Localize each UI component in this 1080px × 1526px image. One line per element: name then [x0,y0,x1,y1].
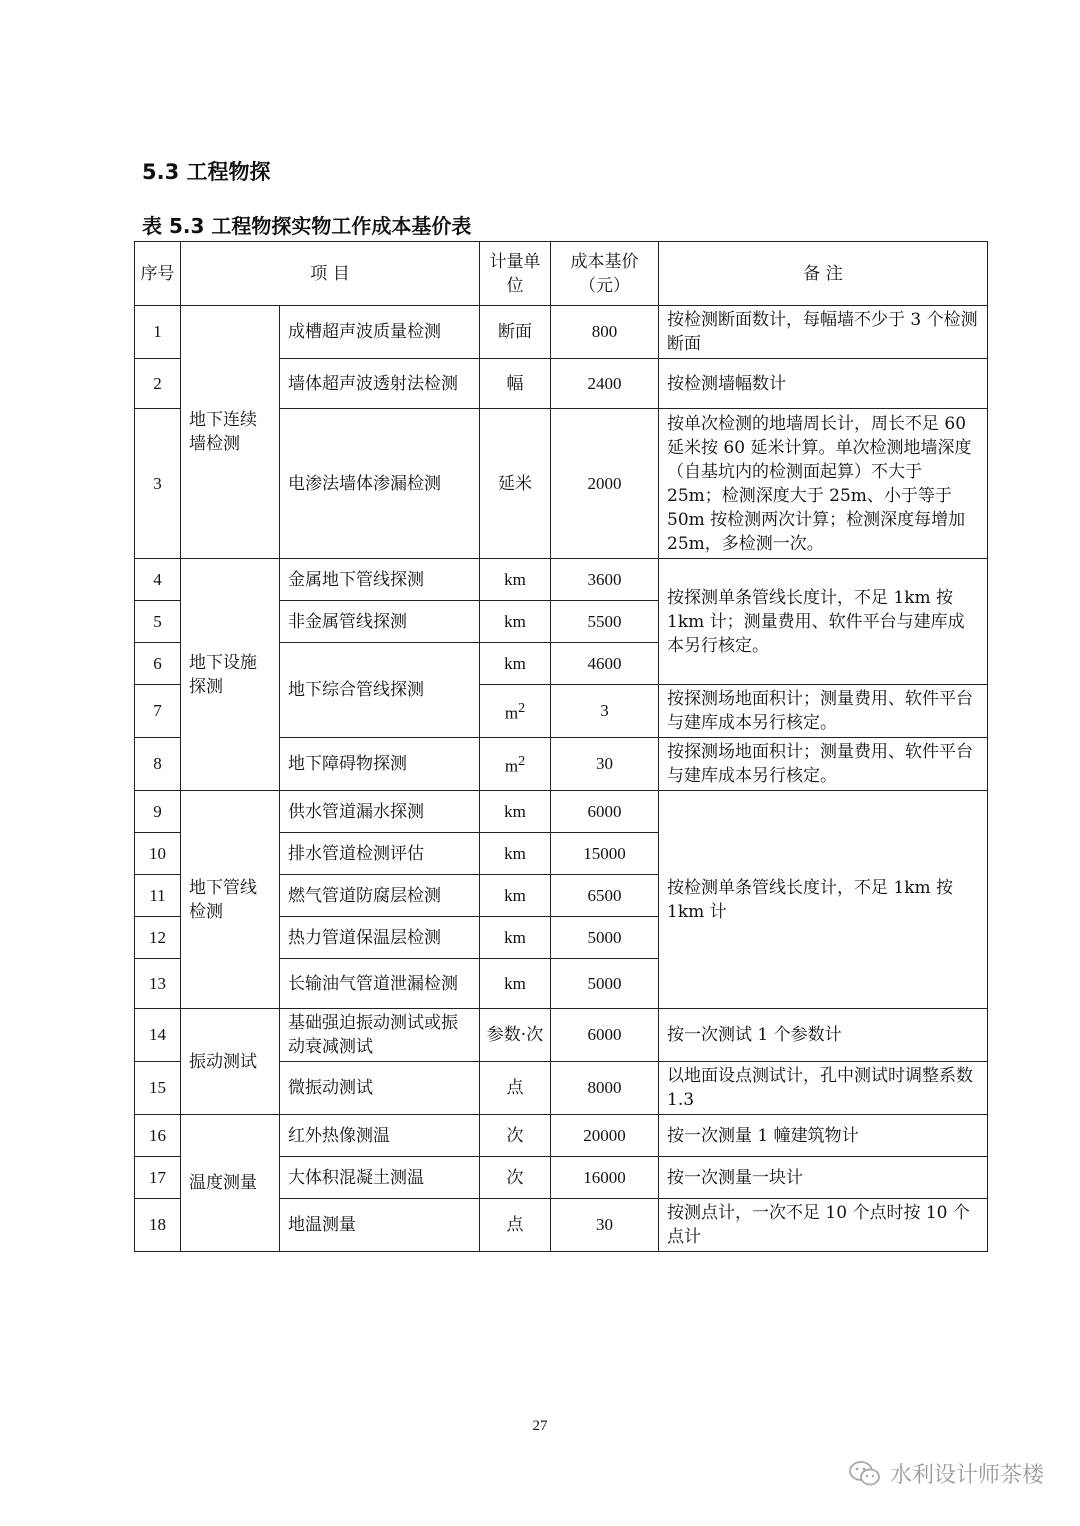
row-unit: km [480,833,551,875]
row-remark: 按检测墙幅数计 [659,359,988,409]
row-seq: 16 [135,1115,181,1157]
table-row [135,1009,988,1062]
row-item: 地温测量 [280,1199,480,1252]
row-unit: 幅 [480,359,551,409]
table-caption: 表 5.3 工程物探实物工作成本基价表 [142,214,472,238]
row-price: 16000 [551,1157,659,1199]
group-label: 地下连续墙检测 [181,306,280,559]
cost-table [134,241,988,1252]
row-seq: 7 [135,685,181,738]
table-row [135,559,988,601]
header-seq: 序号 [135,242,181,306]
row-remark: 按探测场地面积计；测量费用、软件平台与建库成本另行核定。 [659,685,988,738]
row-price: 3600 [551,559,659,601]
row-item: 金属地下管线探测 [280,559,480,601]
row-price: 20000 [551,1115,659,1157]
row-unit: 断面 [480,306,551,359]
row-unit: 次 [480,1157,551,1199]
header-item: 项 目 [181,242,480,306]
row-price: 30 [551,738,659,791]
row-seq: 12 [135,917,181,959]
row-item: 长输油气管道泄漏检测 [280,959,480,1009]
header-price: 成本基价（元） [551,242,659,306]
row-unit: 次 [480,1115,551,1157]
row-unit: km [480,601,551,643]
row-price: 4600 [551,643,659,685]
row-price: 5000 [551,917,659,959]
row-price: 3 [551,685,659,738]
row-remark: 按一次测量 1 幢建筑物计 [659,1115,988,1157]
row-seq: 1 [135,306,181,359]
row-seq: 18 [135,1199,181,1252]
row-seq: 6 [135,643,181,685]
group-label: 振动测试 [181,1009,280,1115]
header-unit: 计量单位 [480,242,551,306]
row-price: 6000 [551,1009,659,1062]
group-label: 地下设施探测 [181,559,280,791]
row-price: 6500 [551,875,659,917]
watermark-text: 水利设计师茶楼 [889,1463,1044,1488]
row-seq: 14 [135,1009,181,1062]
row-price: 2400 [551,359,659,409]
row-unit: km [480,959,551,1009]
row-remark: 按检测单条管线长度计，不足 1km 按 1km 计 [659,791,988,1009]
row-item: 排水管道检测评估 [280,833,480,875]
row-item: 供水管道漏水探测 [280,791,480,833]
row-seq: 5 [135,601,181,643]
row-unit [480,738,551,791]
row-item: 大体积混凝土测温 [280,1157,480,1199]
row-price: 5000 [551,959,659,1009]
row-price: 5500 [551,601,659,643]
unit-superscript: 2 [518,753,526,770]
row-item: 基础强迫振动测试或振动衰减测试 [280,1009,480,1062]
row-remark: 按检测断面数计，每幅墙不少于 3 个检测断面 [659,306,988,359]
header-remark: 备 注 [659,242,988,306]
row-seq: 17 [135,1157,181,1199]
row-remark: 按探测场地面积计；测量费用、软件平台与建库成本另行核定。 [659,738,988,791]
table-row [135,791,988,833]
row-unit: 延米 [480,409,551,559]
row-seq: 3 [135,409,181,559]
row-item: 微振动测试 [280,1062,480,1115]
section-title: 5.3 工程物探 [142,160,271,184]
row-seq: 15 [135,1062,181,1115]
row-seq: 8 [135,738,181,791]
row-seq: 2 [135,359,181,409]
row-remark: 按一次测试 1 个参数计 [659,1009,988,1062]
row-price: 6000 [551,791,659,833]
row-price: 8000 [551,1062,659,1115]
group-label: 地下管线检测 [181,791,280,1009]
table-row [135,306,988,359]
table-row [135,1115,988,1157]
row-item: 成槽超声波质量检测 [280,306,480,359]
row-remark: 按测点计，一次不足 10 个点时按 10 个点计 [659,1199,988,1252]
row-price: 800 [551,306,659,359]
row-item: 地下障碍物探测 [280,738,480,791]
row-unit [480,685,551,738]
row-unit: km [480,791,551,833]
row-price: 2000 [551,409,659,559]
unit-base: m [504,703,519,723]
row-item: 非金属管线探测 [280,601,480,643]
row-item: 热力管道保温层检测 [280,917,480,959]
row-seq: 10 [135,833,181,875]
row-unit: 点 [480,1199,551,1252]
wechat-icon [848,1460,882,1488]
row-item: 红外热像测温 [280,1115,480,1157]
row-seq: 4 [135,559,181,601]
unit-superscript: 2 [518,700,526,717]
row-unit: km [480,875,551,917]
row-remark: 按单次检测的地墙周长计，周长不足 60 延米按 60 延米计算。单次检测地墙深度（自基坑内的检测面起算）不大于 25m；检测深度大于 25m、小于等于 50m 按检测两次计算；检测深度每增加 25m，多检测一次。 [659,409,988,559]
row-remark: 以地面设点测试计，孔中测试时调整系数 1.3 [659,1062,988,1115]
row-unit: 参数·次 [480,1009,551,1062]
row-remark: 按探测单条管线长度计，不足 1km 按 1km 计；测量费用、软件平台与建库成本另行核定。 [659,559,988,685]
row-seq: 11 [135,875,181,917]
group-label: 温度测量 [181,1115,280,1252]
table-header-row [135,242,988,306]
row-item: 地下综合管线探测 [280,643,480,738]
row-unit: 点 [480,1062,551,1115]
row-item: 电渗法墙体渗漏检测 [280,409,480,559]
row-seq: 9 [135,791,181,833]
row-remark: 按一次测量一块计 [659,1157,988,1199]
row-unit: km [480,643,551,685]
row-item: 燃气管道防腐层检测 [280,875,480,917]
unit-base: m [504,756,519,776]
row-item: 墙体超声波透射法检测 [280,359,480,409]
row-unit: km [480,559,551,601]
row-price: 30 [551,1199,659,1252]
page-number: 27 [532,1418,548,1434]
row-unit: km [480,917,551,959]
watermark [848,1458,1044,1489]
row-price: 15000 [551,833,659,875]
row-seq: 13 [135,959,181,1009]
